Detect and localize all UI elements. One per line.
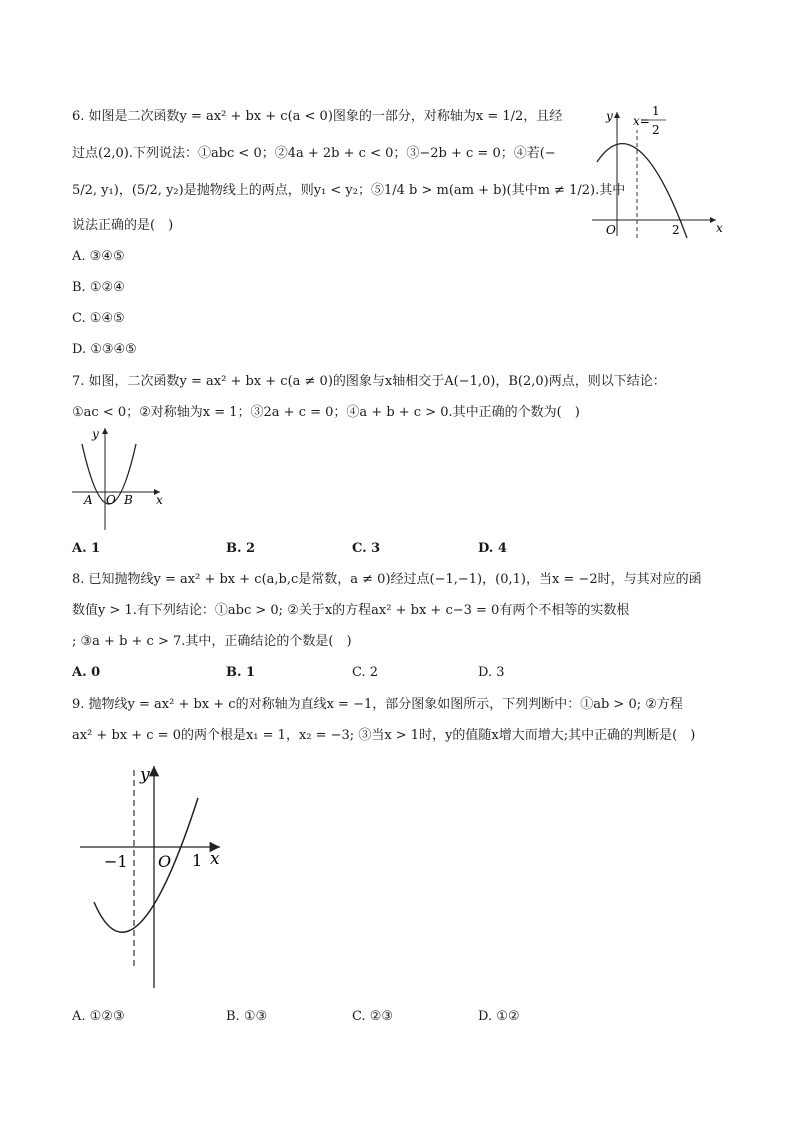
q9-option-a[interactable]: A. ①②③ [72,1009,125,1024]
q8-option-a[interactable]: A. 0 [72,665,101,680]
q7-option-d[interactable]: D. 4 [478,541,507,556]
q7-o-label: O [106,493,116,507]
q6-line-4: 说法正确的是( ) [72,218,174,233]
q9-y-label: y [140,765,150,785]
q9-line-1: 9. 抛物线y = ax² + bx + c的对称轴为直线x = −1，部分图象如图所示，下列判断中：①ab > 0; ②方程 [72,697,683,712]
q9-one-label: 1 [192,851,203,870]
q6-graph [590,100,725,240]
q7-line-2: ①ac < 0；②对称轴为x = 1；③2a + c = 0；④a + b + c > 0.其中正确的个数为( ) [72,405,580,420]
q9-option-b[interactable]: B. ①③ [226,1009,268,1024]
q7-option-c[interactable]: C. 3 [352,541,381,556]
q9-x-label: x [210,849,220,869]
q8-line-2: 数值y > 1.有下列结论：①abc > 0; ②关于x的方程ax² + bx + c−3 = 0有两个不相等的实数根 [72,603,630,618]
q9-line-2: ax² + bx + c = 0的两个根是x₁ = 1，x₂ = −3; ③当x > 1时，y的值随x增大而增大;其中正确的判断是( ) [72,728,696,743]
q9-neg-one-label: −1 [104,852,128,871]
q6-line-1: 6. 如图是二次函数y = ax² + bx + c(a < 0)图象的一部分，对称轴为x = 1/2，且经 [72,109,563,124]
q8-option-c[interactable]: C. 2 [352,665,379,680]
q9-option-c[interactable]: C. ②③ [352,1009,394,1024]
q6-line-2: 过点(2,0).下列说法：①abc < 0；②4a + 2b + c < 0；③−2b + c = 0；④若(− [72,146,556,161]
q9-graph [74,756,234,996]
q7-option-a[interactable]: A. 1 [72,541,101,556]
q7-option-b[interactable]: B. 2 [226,541,256,556]
q7-a-label: A [84,493,93,507]
q7-y-label: y [92,427,99,441]
q7-x-label: x [156,493,163,507]
q8-line-1: 8. 已知抛物线y = ax² + bx + c(a,b,c是常数，a ≠ 0)经过点(−1,−1)，(0,1)，当x = −2时，与其对应的函 [72,572,702,587]
q6-origin-label: O [606,223,616,237]
q8-option-d[interactable]: D. 3 [478,665,505,680]
q6-y-label: y [606,109,613,123]
q7-line-1: 7. 如图，二次函数y = ax² + bx + c(a ≠ 0)的图象与x轴相交于A(−1,0)，B(2,0)两点，则以下结论： [72,374,666,389]
q7-graph [68,424,168,534]
q6-x-label: x [716,221,723,235]
q6-option-b[interactable]: B. ①②④ [72,280,125,295]
q6-option-d[interactable]: D. ①③④⑤ [72,342,137,357]
q6-option-c[interactable]: C. ①④⑤ [72,311,125,326]
q9-origin-label: O [158,852,172,871]
q6-axis-eq-label: x= [633,114,650,128]
q8-line-3: ; ③a + b + c > 7.其中，正确结论的个数是( ) [72,634,352,649]
q6-frac-den: 2 [652,123,660,137]
q9-option-d[interactable]: D. ①② [478,1009,520,1024]
q6-line-3: 5/2, y₁)，(5/2, y₂)是抛物线上的两点，则y₁ < y₂；⑤1/4 b > m(am + b)(其中m ≠ 1/2).其中 [72,183,626,198]
q8-option-b[interactable]: B. 1 [226,665,256,680]
q7-b-label: B [124,493,133,507]
q6-two-label: 2 [672,223,680,237]
q6-frac-num: 1 [652,104,660,118]
q6-option-a[interactable]: A. ③④⑤ [72,249,125,264]
